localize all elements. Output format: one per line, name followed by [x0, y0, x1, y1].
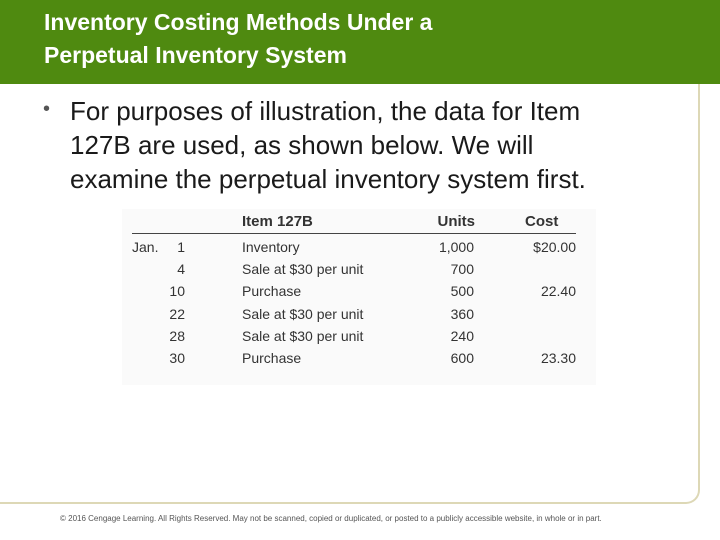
cell-units: 360 [450, 305, 474, 322]
cell-cost: 23.30 [540, 350, 576, 366]
cell-units: 600 [450, 350, 474, 366]
bullet-line-2: 127B are used, as shown below. We will [70, 130, 534, 160]
copyright-footer: © 2016 Cengage Learning. All Rights Reserved. May not be scanned, copied or duplicated, or posted to a publicly accessible website, in whole or in part. [60, 514, 602, 523]
cell-units: 1,000 [438, 239, 474, 255]
header-units: Units [437, 213, 475, 230]
inventory-table [122, 209, 596, 385]
slide-title-line-2: Perpetual Inventory System [44, 42, 347, 68]
inventory-table-body [122, 209, 596, 385]
header-rule [132, 233, 576, 234]
cell-units: 500 [450, 283, 474, 300]
cell-day: 1 [177, 239, 185, 255]
cell-description: Sale at $30 per unit [242, 327, 364, 344]
header-cost: Cost [525, 213, 559, 230]
cell-month: Jan. [132, 239, 159, 255]
bullet-line-1: For purposes of illustration, the data for Item [70, 96, 581, 126]
cell-day: 4 [177, 261, 185, 278]
cell-description: Inventory [242, 239, 300, 255]
bullet-icon: • [43, 98, 51, 120]
cell-cost: 22.40 [540, 283, 576, 300]
slide-title [44, 6, 684, 72]
cell-description: Sale at $30 per unit [242, 261, 364, 278]
cell-units: 700 [450, 261, 474, 278]
cell-day: 22 [169, 305, 185, 322]
cell-description: Sale at $30 per unit [242, 305, 364, 322]
cell-day: 30 [169, 350, 185, 366]
cell-cost: $20.00 [533, 239, 576, 255]
slide-title-line-1: Inventory Costing Methods Under a [44, 9, 433, 35]
cell-units: 240 [450, 327, 474, 344]
cell-day: 10 [169, 283, 185, 300]
bullet-paragraph [70, 94, 670, 196]
cell-day: 28 [169, 327, 185, 344]
bullet-line-3: examine the perpetual inventory system first. [70, 164, 586, 194]
cell-description: Purchase [242, 350, 302, 366]
header-item: Item 127B [242, 213, 313, 230]
cell-description: Purchase [242, 283, 302, 300]
